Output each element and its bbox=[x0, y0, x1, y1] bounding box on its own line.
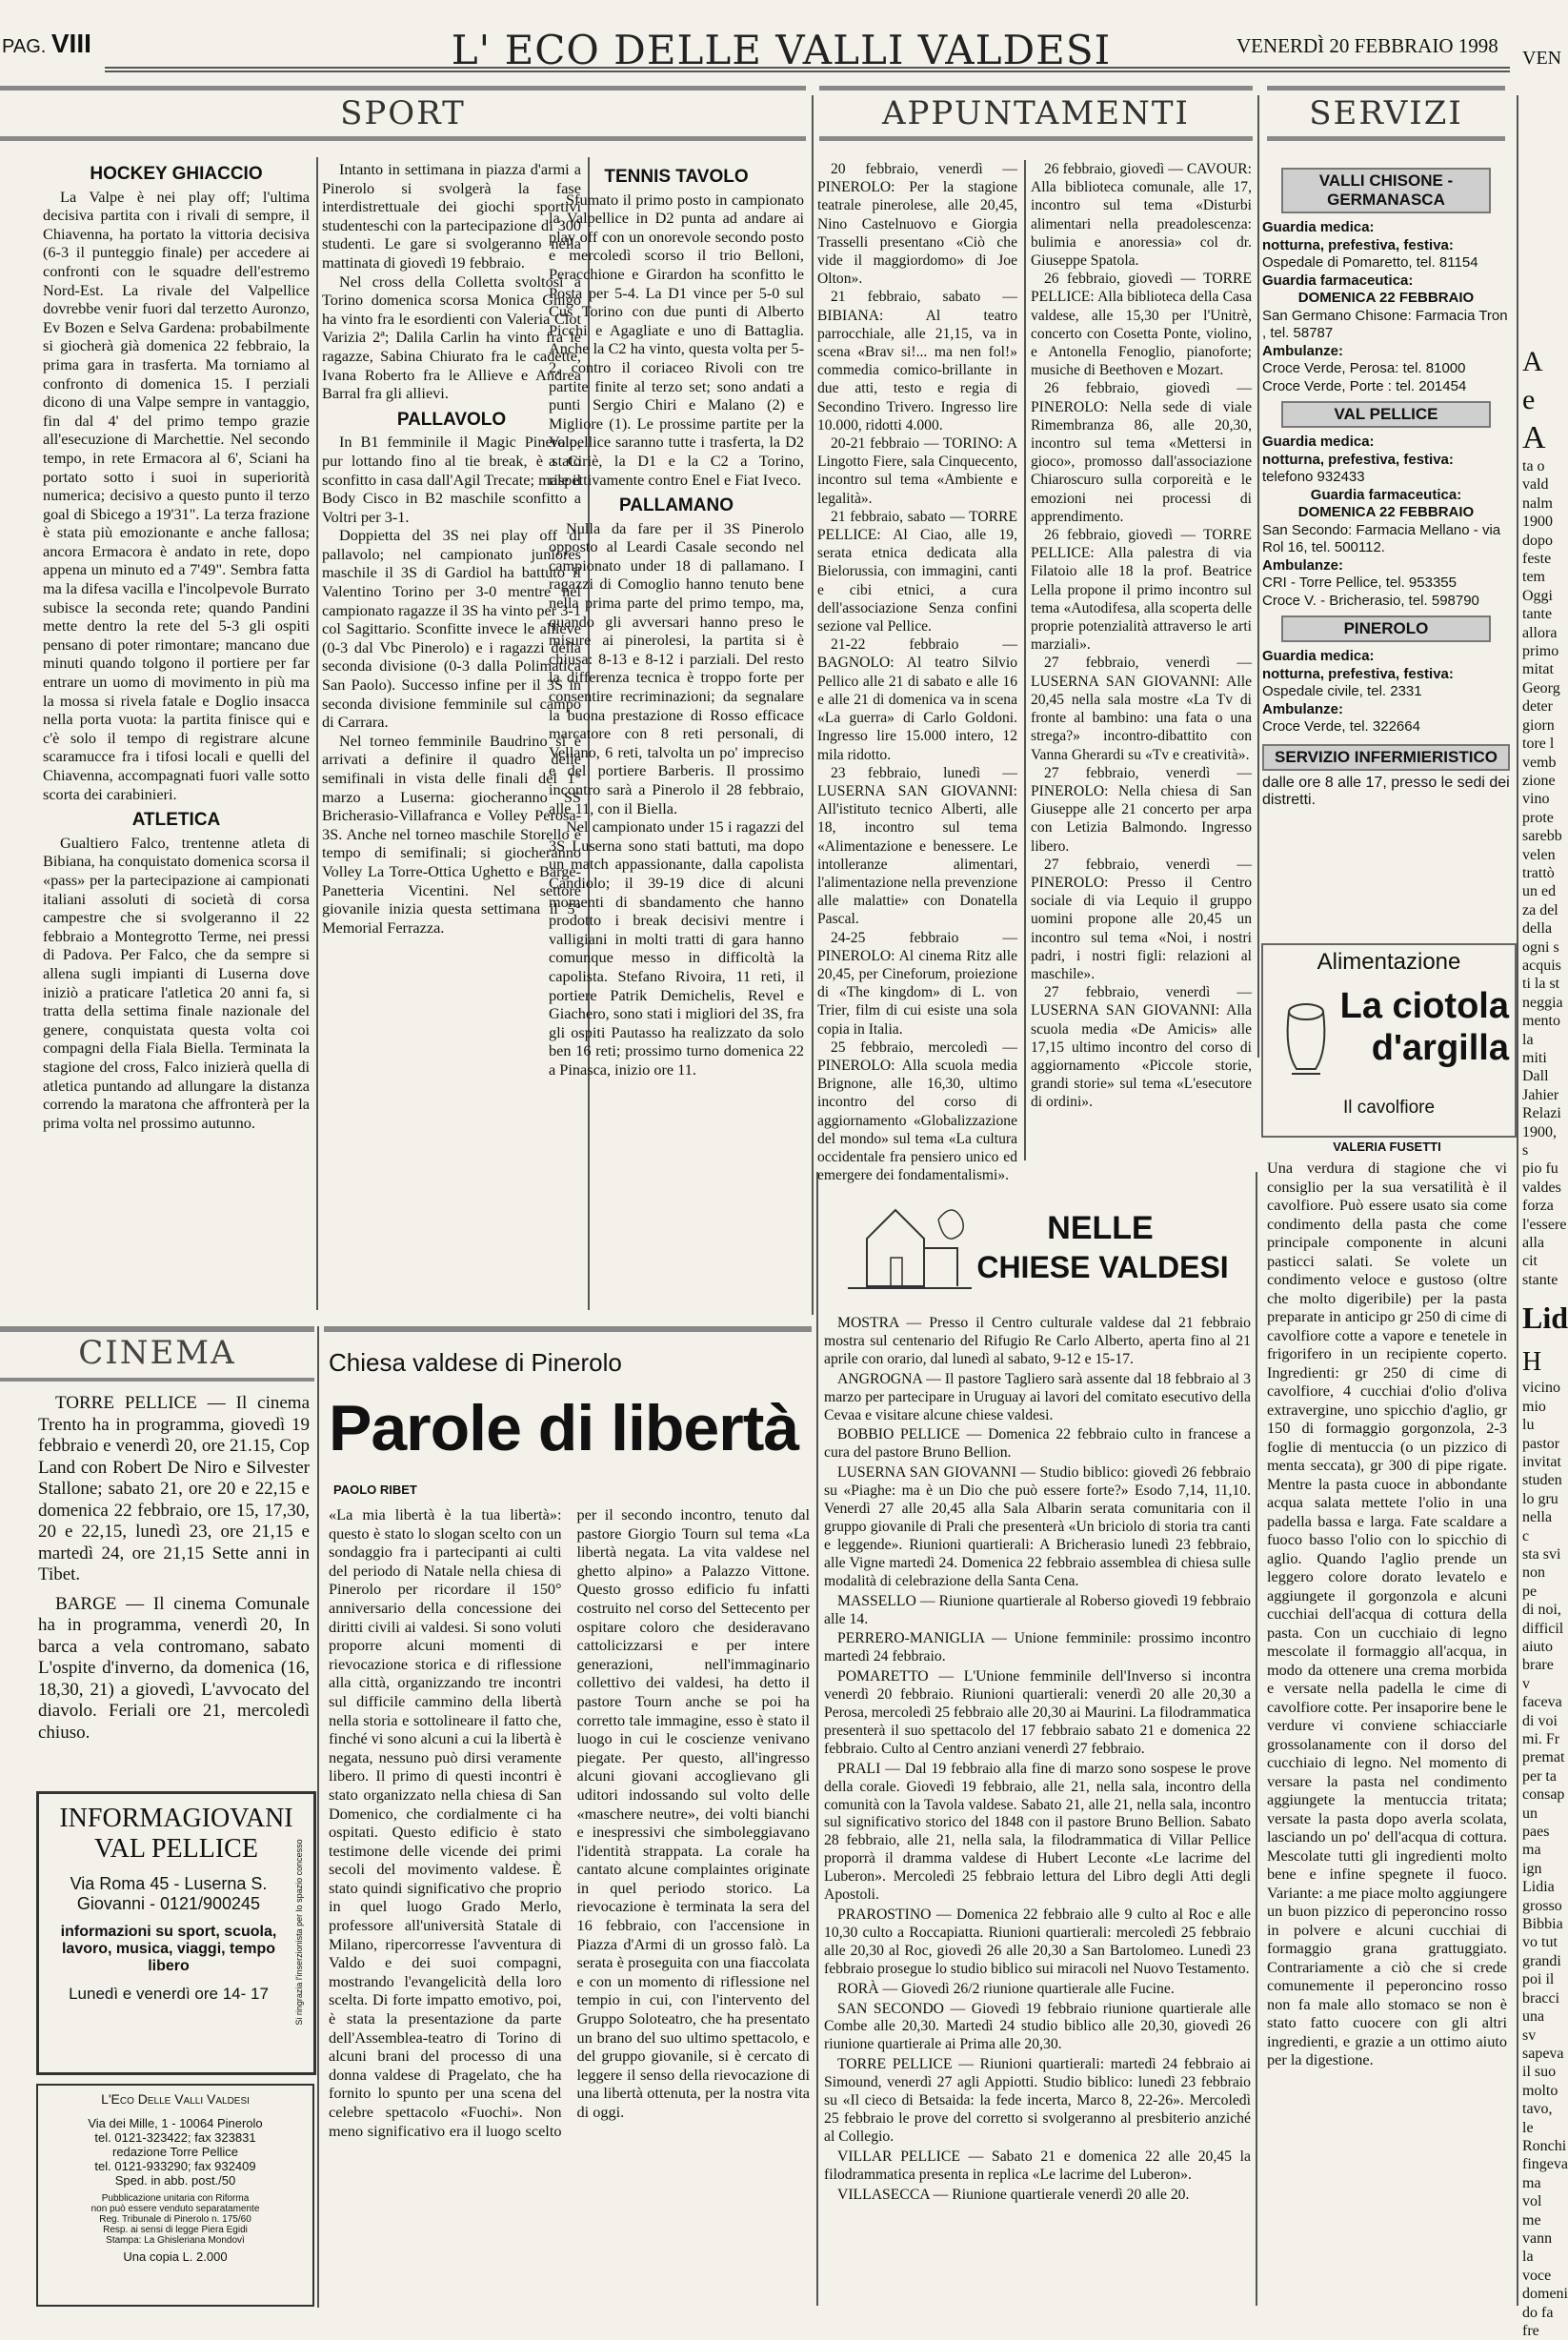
servizi-line: Ambulanze: bbox=[1262, 556, 1344, 574]
chiese-item: ANGROGNA — Il pastore Tagliero sarà assente dal 18 febbraio al 3 marzo per partecipare in Uruguay ai lavori del comitato esecutivo della Cevaa e visitare alcune chiese valdesi. bbox=[824, 1370, 1251, 1423]
bleed-line: zione bbox=[1522, 772, 1556, 789]
bleed-line: Bibbia bbox=[1522, 1916, 1563, 1933]
bleed-line: di noi, bbox=[1522, 1602, 1561, 1619]
event-item: 27 febbraio, venerdì — LUSERNA SAN GIOVANNI: Alla scuola media «De Amicis» alle 17,15 ultimo incontro del corso di aggiornamento «Piccole storie, grandi storie» sul tema «L'esecutore di ordini». bbox=[1031, 984, 1252, 1111]
bleed-line: bracci bbox=[1522, 1989, 1560, 2007]
colophon-line: Via dei Mille, 1 - 10064 Pinerolo bbox=[88, 2116, 263, 2130]
colophon-line: tel. 0121-933290; fax 932409 bbox=[94, 2159, 256, 2173]
servizi-line: Guardia farmaceutica: bbox=[1310, 486, 1462, 503]
liberta-author: PAOLO RIBET bbox=[333, 1483, 417, 1497]
bleed-line: Dall bbox=[1522, 1068, 1549, 1085]
servizi-line: notturna, prefestiva, festiva: bbox=[1262, 665, 1454, 682]
section-head-sport: SPORT bbox=[0, 86, 806, 141]
servizi-line: Guardia medica: bbox=[1262, 434, 1375, 450]
event-item: 26 febbraio, giovedì — TORRE PELLICE: Alla biblioteca della Casa valdese, alle 15,30 per l'Unitrè, concerto con Cosetta Ponte, violino, e Antonella Fenoglio, pianoforte; musiche di Beethoven e Mozart. bbox=[1031, 271, 1252, 379]
atletica-text-2: Intanto in settimana in piazza d'armi a Pinerolo si svolgerà la fase interdistrettuale dei giochi sportivi studenteschi con la partecipazione di 300 studenti. Le gare si svolgeranno nella mattinata di giovedì 19 febbraio. bbox=[322, 160, 581, 272]
bleed-line: Relazi bbox=[1522, 1105, 1561, 1122]
sport-column-2 bbox=[322, 160, 581, 1318]
informagiovani-info: informazioni su sport, scuola, lavoro, musica, viaggi, tempo libero bbox=[60, 1924, 277, 1974]
cinema-text: BARGE — Il cinema Comunale ha in programma, venerdì 20, In barca a vela contromano, sabato L'ospite d'inverno, da domenica (16, 18,30, 21) a giovedì, L'avvocato del diavolo. Feriali ore 21, mercoledì chiuso. bbox=[38, 1593, 310, 1743]
bleed-line: invitat bbox=[1522, 1453, 1561, 1470]
col-divider bbox=[812, 95, 814, 1315]
bleed-line: giorn bbox=[1522, 716, 1555, 734]
bleed-line: feste bbox=[1522, 551, 1552, 568]
informagiovani-title: INFORMAGIOVANI bbox=[59, 1804, 293, 1833]
bleed-line: Lidia bbox=[1522, 1879, 1555, 1896]
bleed-line: sta svi bbox=[1522, 1545, 1561, 1563]
bleed-line: di voi bbox=[1522, 1712, 1558, 1729]
chiese-item: PRALI — Dal 19 febbraio alla fine di marzo sono sospese le prove della corale. Giovedì 19 febbraio, alle 21, nella sala, incontro della comunità con la Tavola valdese. Sabato 21, alle 21, nella sala, incontro sul significativo storico del 1848 con il pastore Bruno Bellion. Sabato 28 febbraio, alle 21, nella sala, la filodrammatica di Villar Pellice proporrà il dramma valdese di Hubert Leconte «Le lacrime del Luberon». Mercoledì 25 febbraio lettura del Libro degli Atti degli Apostoli. bbox=[824, 1760, 1251, 1904]
bleed-line: primo bbox=[1522, 643, 1559, 660]
pallavolo-title: PALLAVOLO bbox=[396, 409, 507, 430]
appuntamenti-col-1 bbox=[817, 160, 1017, 1184]
edge-head: VEN bbox=[1522, 48, 1562, 69]
servizi-line: Croce Verde, tel. 322664 bbox=[1262, 718, 1420, 735]
bleed-line: faceva bbox=[1522, 1694, 1562, 1711]
bleed-line: neggia bbox=[1522, 994, 1563, 1011]
col-divider bbox=[316, 157, 318, 1310]
alimentazione-kicker: Alimentazione bbox=[1317, 949, 1461, 975]
bleed-line: tante bbox=[1522, 606, 1553, 623]
liberta-text: «La mia libertà è la tua libertà»: questo è stato lo slogan scelto con un sondaggio fra i partecipanti ai culti del periodo di Natale nella chiesa di Pinerolo per ricordare il 150° anniversario della concessione dei diritti civili ai valdesi. Si sono voluti proporre alcuni momenti di rievocazione storica e di riflessione alla città, organizzando tre incontri sul difficile cammino della libertà nella storia e sottolineare il fatto che, finché vi sono alcuni a cui la libertà è negata, nessuno può dirsi veramente libero. Il primo di questi incontri è stato organizzato nella chiesa di San Domenico, che cordialmente ci ha ospitati. Questo edificio è stato testimone delle vicende dei primi secoli del movimento valdese. È stato quindi significativo che proprio in quel luogo Grado Merlo, professore all'università Statale di Milano, ripercorresse l'avventura di Valdo e dei suoi compagni, mostrando l'evangelicità della loro scelta. Di forte impatto emotivo, poi, è stata la presentazione da parte dell'Assemblea-teatro di Torino di alcuni brani del processo di una donna valdese di Pragelato, che ha fornito lo spunto per una scena del celebre spettacolo «Fuochi». Non meno significativo era il luogo scelto per il secondo incontro, tenuto dal pastore Giorgio Tourn sul tema «La libertà negata. La vita valdese nel ghetto alpino» a Palazzo Vittone. Questo grosso edificio fu infatti costruito nel corso del Settecento per ospitare coloro che desideravano cattolicizzarsi e per intere generazioni, nell'immaginario collettivo dei valdesi, ha detto il pastore Tourn anche se poi ha corretto tale immagine, esso è stato il luogo in cui le coscienze venivano piegate. Per questo, all'ingresso alcuni giovani accoglievano gli uditori indossando sul volto delle «maschere neutre», dei volti bianchi e inespressivi che simboleggiavano l'identità strappata. La corale ha cantato alcune complaintes originate in quel periodo storico. La rievocazione è terminata la sera del 16 febbraio, con l'accensione in Piazza d'Armi di un grosso falò. La serata è proseguita con una fiaccolata e con un momento di riflessione nel tempio in cui, con l'intervento del Gruppo Soloteatro, che ha presentato un brano del suo ultimo spettacolo, e del gruppo giovanile, si è cercato di leggere il senso della rievocazione di una libertà ottenuta, per la nostra vita di oggi. bbox=[329, 1505, 810, 2140]
servizi-box-chisone: VALLI CHISONE - GERMANASCA bbox=[1281, 168, 1491, 213]
bleed-line: Georg bbox=[1522, 679, 1560, 696]
event-item: 26 febbraio, giovedì — PINEROLO: Nella sede di viale Rimembranza 86, alle 20,30, incontro sul tema «Mettersi in gioco», promosso dall'associazione Chiaroscuro sulla corporeità e le emozioni nei processi di apprendimento. bbox=[1031, 380, 1252, 525]
col-divider bbox=[1517, 95, 1518, 2306]
bleed-line: brare v bbox=[1522, 1657, 1554, 1692]
bleed-line: Jahier bbox=[1522, 1086, 1559, 1103]
bleed-line: A bbox=[1522, 420, 1546, 455]
bleed-line: nalm bbox=[1522, 494, 1553, 512]
bleed-line: deter bbox=[1522, 698, 1553, 716]
chiese-item: PERRERO-MANIGLIA — Unione femminile: prossimo incontro martedì 24 febbraio. bbox=[824, 1630, 1251, 1665]
bleed-line: vicino bbox=[1522, 1380, 1560, 1397]
servizi-line: Ospedale di Pomaretto, tel. 81154 bbox=[1262, 254, 1478, 271]
bleed-line: ma ign bbox=[1522, 1842, 1542, 1877]
chiese-item: SAN SECONDO — Giovedì 19 febbraio riunione quartierale alle Combe alle 20,30. Martedì 24 studio biblico alle 20,30, giovedì 26 riunione quartierale ai Prima alle 20,30. bbox=[824, 2000, 1251, 2053]
event-item: 27 febbraio, venerdì — PINEROLO: Presso il Centro sociale di via Lequio il gruppo uomini propone alle 20,45 un incontro sul tema «Noi, i nostri padri, i nostri figli: relazioni al maschile». bbox=[1031, 856, 1252, 982]
masthead-title: L' ECO DELLE VALLI VALDESI bbox=[451, 27, 1112, 73]
bleed-line: domeni bbox=[1522, 2286, 1568, 2303]
appuntamenti-col-2 bbox=[1031, 160, 1252, 1165]
bleed-line: grosso bbox=[1522, 1897, 1562, 1914]
bleed-line: sarebb bbox=[1522, 828, 1562, 845]
bleed-line: per ta bbox=[1522, 1767, 1557, 1785]
section-rule bbox=[324, 1326, 812, 1332]
bleed-line: prote bbox=[1522, 809, 1554, 826]
bleed-line: l'essere bbox=[1522, 1216, 1567, 1233]
bleed-line: valdes bbox=[1522, 1179, 1561, 1196]
chiese-item: POMARETTO — L'Unione femminile dell'Inverso si incontra venerdì 20 febbraio. Riunioni quartierali: venerdì 20 alle 20,30 a Perosa, mercoledì 25 febbraio alle 20,30 ai Maurini. La filodrammatica presenterà il suo spettacolo del 17 febbraio sabato 21 e domenica 22 febbraio. Culto al Centro anziani venerdì 27 febbraio. bbox=[824, 1668, 1251, 1757]
section-rule bbox=[0, 1326, 314, 1332]
bleed-line: grandi bbox=[1522, 1952, 1561, 1969]
servizi-line: notturna, prefestiva, festiva: bbox=[1262, 451, 1454, 468]
chiese-item: MASSELLO — Riunione quartierale al Roberso giovedì 19 febbraio alle 14. bbox=[824, 1592, 1251, 1627]
informagiovani-ad bbox=[36, 1791, 316, 2075]
event-item: 21-22 febbraio — BAGNOLO: Al teatro Silvio Pellico alle 21 di sabato e alle 16 e alle 21 di domenica va in scena «La guerra» di Carlo Goldoni. Ingresso lire 15.000 intero, 12 mila ridotto. bbox=[817, 636, 1017, 763]
hockey-title: HOCKEY GHIACCIO bbox=[90, 164, 263, 184]
section-head-appuntamenti: APPUNTAMENTI bbox=[819, 86, 1253, 141]
bleed-line: mio lu bbox=[1522, 1398, 1546, 1434]
bleed-line: sapeva bbox=[1522, 2045, 1564, 2062]
bleed-line: difficil bbox=[1522, 1620, 1564, 1637]
servizi-line: Ospedale civile, tel. 2331 bbox=[1262, 683, 1422, 699]
alimentazione-title: La ciotola d'argilla bbox=[1339, 986, 1509, 1068]
col-divider bbox=[816, 1172, 818, 2306]
bleed-line: il suo bbox=[1522, 2064, 1557, 2081]
event-item: 24-25 febbraio — PINEROLO: Al cinema Ritz alle 20,45, per Cineforum, proiezione di «The kingdom» di L. von Trier, film di cui esiste una sola copia in Italia. bbox=[817, 929, 1017, 1038]
bleed-line: me vann bbox=[1522, 2211, 1553, 2247]
informagiovani-side-note: Si ringrazia l'inserzionista per lo spazio concesso bbox=[294, 1839, 304, 2026]
colophon-line: Resp. ai sensi di legge Piera Egidi bbox=[103, 2225, 248, 2235]
servizi-line: Guardia farmaceutica: bbox=[1262, 272, 1414, 289]
servizi-box-infermieristico: SERVIZIO INFERMIERISTICO bbox=[1262, 744, 1510, 771]
section-head-servizi: SERVIZI bbox=[1267, 86, 1505, 141]
bleed-line: vo tut bbox=[1522, 1934, 1558, 1951]
chiese-item: PRAROSTINO — Domenica 22 febbraio alle 9 culto al Roc e alle 10,30 culto a Roccapiatta. Riunioni quartierali: mercoledì 25 febbraio alle 20,30 al Roc, giovedì 26 alle 20,30 a San Bartolomeo. Lunedì 23 febbraio prosegue lo studio biblico sui miracoli nel Nuovo Testamento. bbox=[824, 1906, 1251, 1977]
event-item: 20-21 febbraio — TORINO: A Lingotto Fiere, sala Cinquecento, incontro sul tema «Ambiente e legalità». bbox=[817, 435, 1017, 507]
bleed-line: Ronchi bbox=[1522, 2137, 1567, 2154]
colophon-title: L'Eco Delle Valli Valdesi bbox=[101, 2091, 250, 2107]
event-item: 21 febbraio, sabato — TORRE PELLICE: Al Ciao, alle 19, serata etnica dedicata alla Bielorussia, con immagini, canti e cibi etnici, a cura dell'associazione Senza confini sezione val Pellice. bbox=[817, 508, 1017, 635]
colophon-line: non può essere venduto separatamente bbox=[90, 2204, 260, 2214]
pallamano-text-2: Nel campionato under 15 i ragazzi del 3S Luserna sono stati battuti, ma dopo un match appassionante, dalla capolista Candiolo; il 39-19 dice di alcuni momenti di sbandamento che hanno prodotto i break decisivi mentre i valligiani in molti tratti di gara hanno comunque messo in difficoltà la capolista. Stefano Rivoira, 11 reti, il portiere Patrik Demichelis, Revel e Giachero, sono stati i migliori del 3S, fra gli ospiti Pautasso ha realizzato da solo ben 16 reti; prossimo turno domenica 22 a Pinasca, inizio ore 11. bbox=[549, 817, 804, 1079]
informagiovani-address: Via Roma 45 - Luserna S. Giovanni - 0121/900245 bbox=[70, 1874, 268, 1913]
bleed-line: poi il bbox=[1522, 1971, 1555, 1988]
event-item: 21 febbraio, sabato — BIBIANA: Al teatro parrocchiale, alle 21,15, va in scena «Brav si!... ma nen fol!» commedia comico-brillante in due atti, testo e regia di Secondino Trivero. Ingresso lire 10.000, ridotti 4.000. bbox=[817, 289, 1017, 434]
servizi-box-pinerolo: PINEROLO bbox=[1281, 615, 1491, 642]
colophon-line: Reg. Tribunale di Pinerolo n. 175/60 bbox=[99, 2214, 251, 2225]
bleed-line: vino bbox=[1522, 791, 1550, 808]
bleed-line: H bbox=[1522, 1347, 1542, 1378]
liberta-title: Parole di libertà bbox=[329, 1392, 799, 1464]
atletica-text-3: Nel cross della Colletta svoltosi a Torino domenica scorsa Monica Ghigo ha vinto fra le esordienti con Valeria Clot Varizia 2ª; Dalila Carlin ha vinto fra le ragazze, Sabina Chiurato fra le cadette, Ivana Roberto fra le Allieve e Andrea Barral fra gli allievi. bbox=[322, 272, 581, 403]
event-item: 25 febbraio, mercoledì — PINEROLO: Alla scuola media Brignone, alle 16,30, ultimo incontro del corso di aggiornamento «Globalizzazione del mondo» sul tema «La cultura occidentale fra pensiero unico ed emergere dei fondamentalismi». bbox=[817, 1039, 1017, 1184]
chiese-title-1: NELLE bbox=[1047, 1210, 1154, 1246]
hockey-text: La Valpe è nei play off; l'ultima decisiva partita con i rivali di sempre, il Chiavenna, ha portato la vittoria decisiva (6-3 il punteggio finale) per accedere ai confronti con le squadre dell'estremo Nord-Est. La rivale del Valpellice dovrebbe venir fuori dal terzetto Auronzo, Ev Bozen e Selva Gardena: probabilmente si giocherà già domenica 22 febbraio, la prima gara in trasferta. Ma torniamo al confronto di domenica 15. I perziali dicono di una Valpe sempre in vantaggio, fin dal 4' del primo tempo grazie all'esecuzione di Marchettie. Nel secondo tempo, in rete Ermacora al 6', Sciani ha portato sotto i suoi in superiorità numerica; decisivo a questo punto il terzo goal di Sbicego a 19'31". La terza frazione è stata più emozionante e anche fallosa; ancora Ermacora è andato in rete, dopo appena un minuto ed a 7'49". Sembra fatta ma la difesa vacilla e l'incolpevole Burrato subisce la seconda rete; quando Pandini mette dentro la rete del 5-3 gli ospiti pensano di poter rimontare; mancano due minuti quando tolgono il portiere per far entrare un uomo di movimento in più ma la mossa si rivela fatale e Doglio insacca nella porta vuota: la partita finisce qui e c'è solo il tempo di registrare alcune scaramucce fra i tifosi locali e quelli del Chiavenna, accompagnati fuori valle sotto scorta dei carabinieri. bbox=[43, 187, 310, 803]
atletica-text: Gualtiero Falco, trentenne atleta di Bibiana, ha conquistato domenica scorsa il «pass» per la partecipazione ai campionati italiani assoluti di società di corsa campestre che si svolgeranno il 22 febbraio a Montegrotto Terme, nei pressi di Padova. Per Falco, che da sempre si allena sugli impianti di Luserna dove iniziò a praticare l'atletica 20 anni fa, si tratta della settima finale nazionale del genere, conquistata questa volta coi compagni della Fiala Biella. Terminata la stagione del cross, Falco inizierà quella di atletica puntando ad allungare la distanza correndo la maratona che affronterà per la prima volta nel prossimo autunno. bbox=[43, 833, 310, 1132]
event-item: 27 febbraio, venerdì — PINEROLO: Nella chiesa di San Giuseppe alle 21 concerto per arpa con Letizia Balmondo. Ingresso libero. bbox=[1031, 764, 1252, 855]
bleed-line: za del bbox=[1522, 901, 1558, 918]
masthead-rule bbox=[105, 67, 1510, 72]
servizi-line: Croce V. - Bricherasio, tel. 598790 bbox=[1262, 592, 1479, 609]
bleed-line: ogni s bbox=[1522, 938, 1559, 956]
page-label bbox=[2, 29, 91, 59]
chiese-item: LUSERNA SAN GIOVANNI — Studio biblico: giovedì 26 febbraio su «Piaghe: ma è un Dio che può essere forte?» Esodo 7,14, 11,10. Venerdì 27 alle 20,45 alla Sala Albarin serata comunitaria con il gruppo giovanile di Prali che presenterà «Un briciolo di storia tra canti e leggende». Riunioni quartierali: A Bricherasio lunedì 23 febbraio, alle Vigne martedì 24. Domenica 22 febbraio assemblea di chiesa sulle modalità di celebrazione della Santa Cena. bbox=[824, 1464, 1251, 1589]
bleed-line: Oggi bbox=[1522, 587, 1553, 604]
bleed-line: della bbox=[1522, 920, 1553, 938]
pallavolo-text-3: Nel torneo femminile Baudrino si è arrivati a definire il quadro delle semifinali in vista delle finali del 1° marzo a Luserna: giocheranno SS Bricherasio-Villafranca e Volley Perosa-3S. Anche nel torneo maschile Storello è tempo di semifinali; si giocheranno Volley La Torre-Ottica Ughetto e Barge-Panetteria Vicentini. Nel settore giovanile inizia questa settimana il 5° Memorial Ferrazza. bbox=[322, 731, 581, 937]
colophon-line: Una copia L. 2.000 bbox=[123, 2249, 228, 2264]
bleed-line: vald bbox=[1522, 476, 1549, 494]
chiese-item: RORÀ — Giovedì 26/2 riunione quartierale alle Fucine. bbox=[837, 1980, 1175, 1997]
bleed-line: consap bbox=[1522, 1786, 1565, 1804]
event-item: 27 febbraio, venerdì — LUSERNA SAN GIOVANNI: Alle 20,45 nella sala mostre «La Tv di fronte al bambino: una fata o una strega?» incontro-dibattito con Vanna Gherardi su «Tv e creatività». bbox=[1031, 655, 1252, 763]
informagiovani-hours: Lunedì e venerdì ore 14- 17 bbox=[69, 1985, 269, 2003]
bleed-line: vemb bbox=[1522, 754, 1557, 771]
bleed-line: forza bbox=[1522, 1198, 1554, 1215]
servizi-line: Ambulanze: bbox=[1262, 700, 1344, 717]
bleed-line: 1900, s bbox=[1522, 1123, 1557, 1160]
servizi-line: CRI - Torre Pellice, tel. 953355 bbox=[1262, 575, 1457, 591]
chiese-body bbox=[824, 1315, 1251, 2306]
colophon-line: Sped. in abb. post./50 bbox=[114, 2173, 236, 2188]
servizi-line: Guardia medica: bbox=[1262, 219, 1375, 235]
informagiovani-subtitle: VAL PELLICE bbox=[94, 1834, 258, 1864]
bleed-line: nella c bbox=[1522, 1509, 1553, 1544]
servizi-box-pellice: VAL PELLICE bbox=[1281, 401, 1491, 428]
col-divider bbox=[1257, 95, 1259, 1058]
servizi-line: telefono 932433 bbox=[1262, 469, 1365, 485]
cinema-column bbox=[38, 1393, 310, 1798]
bleed-line: Lid bbox=[1522, 1301, 1568, 1336]
sport-column-1 bbox=[43, 157, 310, 1315]
servizi-chisone-lines bbox=[1262, 219, 1510, 395]
colophon-line: Pubblicazione unitaria con Riforma bbox=[101, 2193, 250, 2204]
colophon-line: Stampa: La Ghisleriana Mondovì bbox=[106, 2235, 245, 2246]
chiese-title-2: CHIESE VALDESI bbox=[976, 1250, 1229, 1284]
alimentazione-author: VALERIA FUSETTI bbox=[1333, 1140, 1441, 1154]
bleed-line: non pe bbox=[1522, 1564, 1545, 1600]
col-divider bbox=[317, 1326, 319, 2308]
alimentazione-subtitle: Il cavolfiore bbox=[1342, 1098, 1436, 1118]
bleed-line: alla cit bbox=[1522, 1235, 1545, 1270]
bleed-line: lo gru bbox=[1522, 1490, 1558, 1507]
chiese-item: BOBBIO PELLICE — Domenica 22 febbraio culto in francese a cura del pastore Bruno Bellion. bbox=[824, 1426, 1251, 1462]
bleed-line: studen bbox=[1522, 1472, 1562, 1489]
servizi-line: DOMENICA 22 FEBBRAIO bbox=[1297, 290, 1475, 306]
alimentazione-body: Una verdura di stagione che vi consiglio per la sua versatilità è il cavolfiore. Può essere usato sia come condimento della pasta che come principale componente in alcuni pasticci salati. Se volete un condimento veloce e gustoso (oltre che molto digeribile) per la pasta preparate in anticipo gr 250 di cime di cavolfiore cotte a vapore e tenetele in frigorifero in un recipiente coperto. Ingredienti: gr 250 di cime di cavolfiore, 4 cucchiai d'olio d'oliva extravergine, uno spicchio d'aglio, gr 150 di formaggio gorgonzola, 2-3 foglie di mentuccia (o un pizzico di menta seccata), gr 300 di pipe rigate. Mentre la pasta cuoce in abbondante acqua salata mettete l'olio in una padella bassa e larga. Fate scaldare a fuoco basso l'olio con lo spicchio di aglio. Quando l'aglio prende un leggero colore dorato levatelo e aggiungete il gorgonzola e alcuni cucchiai dell'acqua di cottura della pasta. Con un cucchiaio di legno mescolate il formaggio all'acqua, in modo da ottenere una crema morbida e versate nella padella le cime di cavolfiore cotte. Per insaporire bene le verdure vi conviene schiacciarle grossolanamente con il dorso del cucchiaio di legno. Nel momento di versare la pasta nel condimento aggiungete la mentuccia tritata; versate la pasta dopo averla scolata, lasciando un po' dell'acqua di cottura. Mescolate tutti gli ingredienti molto bene e infine spegnete il fuoco. Variante: a me piace molto aggiungere un buon pizzico di peperoncino rosso in polvere e alcuni cucchiai di formaggio grana grattuggiato. Contrariamente a ciò che si crede comunemente il peperoncino rosso non fa male allo stomaco se non è stato fatto cuocere con gli altri ingredienti, e grazie a un ottimo aiuto per la digestione. bbox=[1267, 1159, 1507, 2068]
bleed-line: ti la st bbox=[1522, 976, 1560, 993]
tennis-title: TENNIS TAVOLO bbox=[604, 167, 749, 187]
bleed-line: velen bbox=[1522, 846, 1556, 863]
bleed-line: una sv bbox=[1522, 2008, 1545, 2044]
bleed-line: allora bbox=[1522, 624, 1558, 641]
bleed-line: pio fu bbox=[1522, 1160, 1558, 1178]
church-illustration bbox=[848, 1181, 972, 1296]
colophon-line: redazione Torre Pellice bbox=[112, 2145, 238, 2159]
chiese-item: TORRE PELLICE — Riunioni quartierali: martedì 24 febbraio ai Simound, venerdì 27 agli Appiotti. Studio biblico: lunedì 23 febbraio su «Il cieco di Betsaida: la fede incerta, Marco 8, 22-26». Mercoledì 25 febbraio le prove del corretto si svolgeranno al presbiterio anziché al Collegio. bbox=[824, 2056, 1251, 2145]
bleed-line: premat bbox=[1522, 1749, 1565, 1766]
servizi-pinerolo-lines bbox=[1262, 648, 1510, 736]
bleed-line: 1900 bbox=[1522, 514, 1553, 531]
event-item: 23 febbraio, lunedì — LUSERNA SAN GIOVANNI: All'istituto tecnico Alberti, alle 18, incontro sul tema «Alimentazione e benessere. Le intolleranze alimentari, l'alimentazione nella prevenzione alle malattie» con Donatella Pascal. bbox=[817, 764, 1017, 928]
pot-icon bbox=[1273, 983, 1339, 1088]
servizi-line: San Germano Chisone: Farmacia Tron , tel. 58787 bbox=[1262, 307, 1508, 341]
bleed-line: tore l bbox=[1522, 736, 1555, 753]
bleed-line: fingeva bbox=[1522, 2156, 1568, 2173]
servizi-line: DOMENICA 22 FEBBRAIO bbox=[1297, 504, 1475, 520]
event-item: 26 febbraio, giovedì — CAVOUR: Alla biblioteca comunale, alle 17, incontro sul tema «Disturbi alimentari nella preadolescenza: bulimia e anoressia» col dr. Giuseppe Spatola. bbox=[1031, 161, 1252, 270]
colophon bbox=[36, 2084, 314, 2307]
bleed-line: la voce bbox=[1522, 2249, 1552, 2284]
bleed-line: mi. Fr bbox=[1522, 1731, 1560, 1747]
section-head-cinema: CINEMA bbox=[78, 1334, 236, 1372]
pallavolo-text-2: Doppietta del 3S nei play off di pallavolo; nel campionato juniores maschile il 3S di Gardiol ha battuto il Valentino Torino per 3-0 mentre nel campionato ragazze il 3S ha vinto per 3-1 col Sagittario. Sconfitte invece le allieve (0-3 dal Vbc Pinerolo) e i ragazzi della seconda divisione (0-3 dalla Polimatica San Paolo). Successo infine per il 3S in seconda divisione femminile sul campo di Carrara. bbox=[322, 526, 581, 732]
alimentazione-box bbox=[1261, 943, 1517, 1138]
servizi-line: Croce Verde, Porte : tel. 201454 bbox=[1262, 377, 1467, 394]
bleed-line: ta o bbox=[1522, 458, 1545, 474]
servizi-line: San Secondo: Farmacia Mellano - via Rol 16, tel. 500112. bbox=[1262, 521, 1501, 555]
liberta-body bbox=[329, 1505, 810, 2306]
section-rule bbox=[0, 1378, 314, 1382]
sport-column-3-body bbox=[549, 160, 804, 1318]
next-page-bleed bbox=[1522, 343, 1568, 2339]
bleed-line: la miti bbox=[1522, 1031, 1547, 1066]
bleed-line: mento bbox=[1522, 1013, 1560, 1030]
servizi-pellice-lines bbox=[1262, 434, 1510, 610]
liberta-kicker: Chiesa valdese di Pinerolo bbox=[329, 1348, 622, 1377]
bleed-line: stante bbox=[1522, 1271, 1558, 1288]
col-divider bbox=[1256, 1172, 1257, 2306]
alimentazione-text bbox=[1267, 1159, 1507, 2302]
bleed-line: ma vol bbox=[1522, 2174, 1542, 2210]
page-number: VIII bbox=[50, 29, 91, 58]
event-item: 26 febbraio, giovedì — TORRE PELLICE: Alla palestra di via Filatoio alle 18 la prof. Beatrice Lella propone il primo incontro sul tema «Autodifesa, alla scoperta delle proprie potenzialità attraverso le arti marziali». bbox=[1031, 527, 1252, 654]
servizi-line: Guardia medica: bbox=[1262, 648, 1375, 664]
chiese-item: VILLAR PELLICE — Sabato 21 e domenica 22 alle 20,45 la filodrammatica presenta in replica «Le lacrime del Luberon». bbox=[824, 2148, 1251, 2183]
pallamano-title: PALLAMANO bbox=[619, 495, 734, 516]
servizi-line: Ambulanze: bbox=[1262, 342, 1344, 359]
colophon-line: tel. 0121-323422; fax 323831 bbox=[94, 2130, 256, 2145]
page-label-text: PAG. bbox=[2, 36, 47, 57]
event-item: 20 febbraio, venerdì — PINEROLO: Per la stagione teatrale pinerolese, alle 20,45, Nino Castelnuovo e Giorgia Trasselli presentano «Ciò che vide il maggiordomo» di Joe Olton». bbox=[817, 161, 1017, 288]
bleed-line: un ed bbox=[1522, 883, 1557, 900]
servizi-line: Croce Verde, Perosa: tel. 81000 bbox=[1262, 360, 1466, 376]
col-divider bbox=[1024, 160, 1026, 1160]
bleed-line: tem bbox=[1522, 569, 1545, 586]
bleed-line: tavo, le bbox=[1522, 2101, 1553, 2136]
servizi-infermieristico-text: dalle ore 8 alle 17, presso le sedi dei distretti. bbox=[1262, 774, 1510, 808]
tennis-text: Sfumato il primo posto in campionato la Valpellice in D2 punta ad andare ai play off con un onorevole secondo posto e mercoledì scorso il trio Belloni, Peracchione e Girardon ha sconfitto le Posta per 5-4. La D1 vince per 5-0 sul Cus Torino con due punti di Alberto Picchi e Agagliate e uno di Battaglia. Anche la C2 ha vinto, questa volta per 5-2, contro il coriaceo Rivoli con tre partite finite al terzo set; sono andati a punti Sergio Chiri e Malano (2) e Migliore (1). Le prossime partite per la Valpellice saranno tutte i trasferta, la D2 a Ciriè, la D1 e la C2 a Torino, rispettivamente contro Enel e Fiat Iveco. bbox=[549, 190, 804, 489]
bleed-line: e bbox=[1522, 384, 1536, 415]
bleed-line: acquis bbox=[1522, 957, 1561, 974]
cinema-text: TORRE PELLICE — Il cinema Trento ha in programma, giovedì 19 febbraio e venerdì 20, ore 21.15, Cop Land con Robert De Niro e Silvester Stallone; sabato 21, ore 20 e 22,15 e domenica 22 febbraio, ore 15, 17,30, 20 e 22,15, lunedì 23, ore 21,15 e martedì 24, ore 21,15 Sette anni in Tibet. bbox=[38, 1393, 310, 1584]
bleed-line: pastor bbox=[1522, 1435, 1560, 1452]
pallamano-text: Nulla da fare per il 3S Pinerolo opposto al Leardi Casale secondo nel campionato under 18 di pallamano. I ragazzi di Comoglio hanno tenuto bene nella prima parte del primo tempo, ma, quando gli avversari hanno preso le misure ai pinerolesi, la partita si è chiusa: 8-13 e 8-12 i parziali. Del resto la differenza tecnica è troppo forte per consentire recriminazioni; da segnalare la buona prestazione di Rosso efficace marcatore con 8 reti personali, di Vellano, 6 reti, talvolta un po' impreciso e del portiere Barberis. Il prossimo incontro sarà a Pinerolo il 28 febbraio, alle 11, con il Biella. bbox=[549, 518, 804, 817]
chiese-item: VILLASECCA — Riunione quartierale venerdì 20 alle 20. bbox=[837, 2186, 1190, 2203]
bleed-line: mitat bbox=[1522, 661, 1554, 678]
bleed-line: A bbox=[1522, 346, 1543, 377]
bleed-line: aiuto bbox=[1522, 1638, 1553, 1655]
bleed-line: do fa fre bbox=[1522, 2304, 1554, 2339]
pallavolo-text: In B1 femminile il Magic Pinerolo, pur lottando fino al tie break, è stato sconfitto in casa dall'Agil Trecate; male il Body Cisco in B2 maschile sconfitto a Voltri per 3-1. bbox=[322, 433, 581, 526]
atletica-title: ATLETICA bbox=[131, 810, 221, 831]
chiese-item: MOSTRA — Presso il Centro culturale valdese dal 21 febbraio mostra sul centenario del Rifugio Re Carlo Alberto, aperta fino al 21 aprile con orario, dal lunedì al sabato, 9-12 e 15-17. bbox=[824, 1315, 1251, 1367]
servizi-column bbox=[1262, 162, 1510, 1000]
servizi-line: notturna, prefestiva, festiva: bbox=[1262, 236, 1454, 253]
bleed-line: dopo bbox=[1522, 532, 1553, 549]
issue-date: VENERDÌ 20 FEBBRAIO 1998 bbox=[1236, 34, 1498, 57]
bleed-line: trattò bbox=[1522, 864, 1555, 881]
bleed-line: un paes bbox=[1522, 1805, 1550, 1841]
bleed-line: molto bbox=[1522, 2082, 1558, 2099]
